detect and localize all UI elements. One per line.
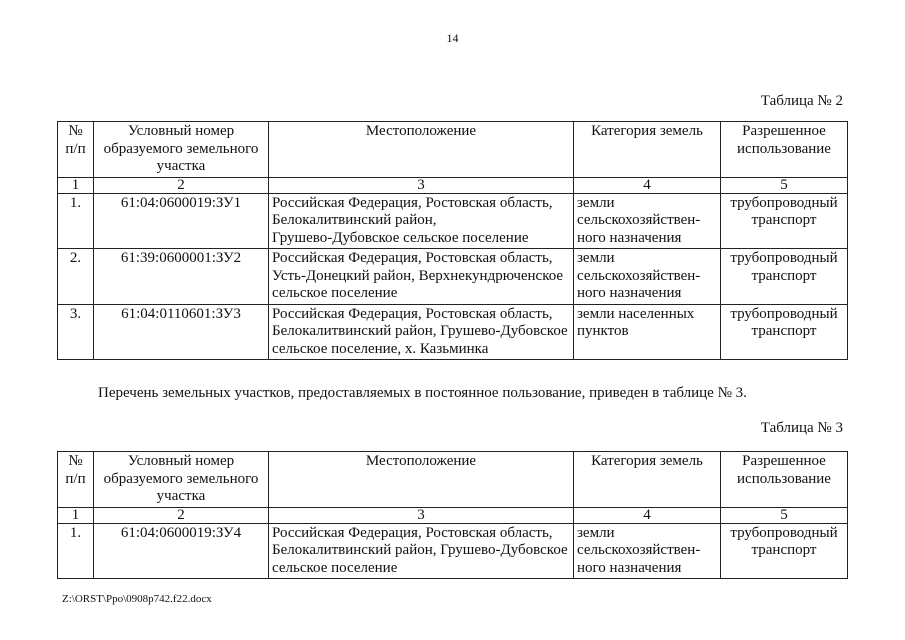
cadastral-number: 61:39:0600001:ЗУ2 <box>94 249 269 305</box>
cell-line: транспорт <box>751 212 817 228</box>
table-row <box>58 304 848 360</box>
cell-line: Белокалитвинский район, Грушево-Дубовское <box>272 323 568 339</box>
cell-line: Усть-Донецкий район, Верхнекундрюченское <box>272 267 564 284</box>
footer-file-path: Z:\ORST\Ppo\0908p742.f22.docx <box>62 593 212 605</box>
column-index: 3 <box>269 177 574 193</box>
cell-line: транспорт <box>751 267 817 284</box>
header-no: № п/п <box>58 452 94 508</box>
cell-line: трубопроводный <box>730 194 838 211</box>
cadastral-number: 61:04:0110601:ЗУ3 <box>94 304 269 360</box>
permitted-use-cell <box>721 304 848 360</box>
cell-line: сельское поселение, х. Казьминка <box>272 340 489 357</box>
column-index-row <box>58 177 848 193</box>
table-2 <box>57 121 848 360</box>
cell-line: сельскохозяйствен- <box>577 542 701 558</box>
cell-line: пунктов <box>577 323 629 339</box>
cell-line: Российская Федерация, Ростовская область, <box>272 250 553 266</box>
cell-line: ного назначения <box>577 559 682 576</box>
permitted-use-cell <box>721 193 848 249</box>
cell-line: ного назначения <box>577 229 682 246</box>
cell-line: земли населенных <box>577 305 695 322</box>
column-index: 1 <box>58 507 94 523</box>
table-header-row <box>58 122 848 178</box>
cell-line: сельское поселение <box>272 559 398 576</box>
permitted-use-cell <box>721 249 848 305</box>
cell-line: Белокалитвинский район, Грушево-Дубовское <box>272 542 568 558</box>
header-location: Местоположение <box>269 122 574 178</box>
table-2-caption: Таблица № 2 <box>760 93 843 109</box>
column-index: 4 <box>574 177 721 193</box>
cell-line: транспорт <box>751 323 817 339</box>
column-index: 5 <box>721 177 848 193</box>
column-index: 4 <box>574 507 721 523</box>
land-category-cell <box>574 193 721 249</box>
row-number: 1. <box>58 523 94 579</box>
cell-line: трубопроводный <box>730 524 838 541</box>
column-index: 5 <box>721 507 848 523</box>
table-header-row <box>58 452 848 508</box>
cadastral-number: 61:04:0600019:ЗУ4 <box>94 523 269 579</box>
header-land-category: Категория земель <box>574 122 721 178</box>
header-permitted-use: Разрешенное использование <box>721 122 848 178</box>
location-cell <box>269 523 574 579</box>
row-number: 3. <box>58 304 94 360</box>
cell-line: земли <box>577 194 615 211</box>
column-index: 2 <box>94 507 269 523</box>
cell-line: транспорт <box>751 542 817 558</box>
land-category-cell <box>574 249 721 305</box>
cell-line: земли <box>577 250 615 266</box>
table-row <box>58 249 848 305</box>
land-category-cell <box>574 523 721 579</box>
cell-line: Грушево-Дубовское сельское поселение <box>272 229 529 246</box>
column-index: 1 <box>58 177 94 193</box>
cell-line: земли <box>577 524 615 541</box>
column-index-row <box>58 507 848 523</box>
row-number: 1. <box>58 193 94 249</box>
cell-line: сельскохозяйствен- <box>577 212 701 228</box>
column-index: 3 <box>269 507 574 523</box>
cadastral-number: 61:04:0600019:ЗУ1 <box>94 193 269 249</box>
table-3-caption: Таблица № 3 <box>760 420 843 436</box>
cell-line: ного назначения <box>577 285 682 301</box>
cell-line: Российская Федерация, Ростовская область, <box>272 305 553 322</box>
cell-line: Российская Федерация, Ростовская область, <box>272 194 553 211</box>
page-number: 14 <box>446 31 459 45</box>
cell-line: Российская Федерация, Ростовская область, <box>272 524 553 541</box>
permitted-use-cell <box>721 523 848 579</box>
table-row <box>58 193 848 249</box>
row-number: 2. <box>58 249 94 305</box>
header-permitted-use: Разрешенное использование <box>721 452 848 508</box>
cell-line: сельскохозяйствен- <box>577 267 701 284</box>
cell-line: Белокалитвинский район, <box>272 212 437 228</box>
land-category-cell <box>574 304 721 360</box>
location-cell <box>269 193 574 249</box>
table-row <box>58 523 848 579</box>
cell-line: трубопроводный <box>730 250 838 266</box>
header-cadastral-number: Условный номер образуемого земельного участка <box>94 452 269 508</box>
header-land-category: Категория земель <box>574 452 721 508</box>
location-cell <box>269 304 574 360</box>
header-cadastral-number: Условный номер образуемого земельного участка <box>94 122 269 178</box>
header-location: Местоположение <box>269 452 574 508</box>
location-cell <box>269 249 574 305</box>
table-3-intro-text: Перечень земельных участков, предоставляемых в постоянное пользование, приведен в таблице № 3. <box>98 385 747 401</box>
cell-line: трубопроводный <box>730 305 838 322</box>
column-index: 2 <box>94 177 269 193</box>
table-3 <box>57 451 848 579</box>
header-no: № п/п <box>58 122 94 178</box>
cell-line: сельское поселение <box>272 285 398 301</box>
